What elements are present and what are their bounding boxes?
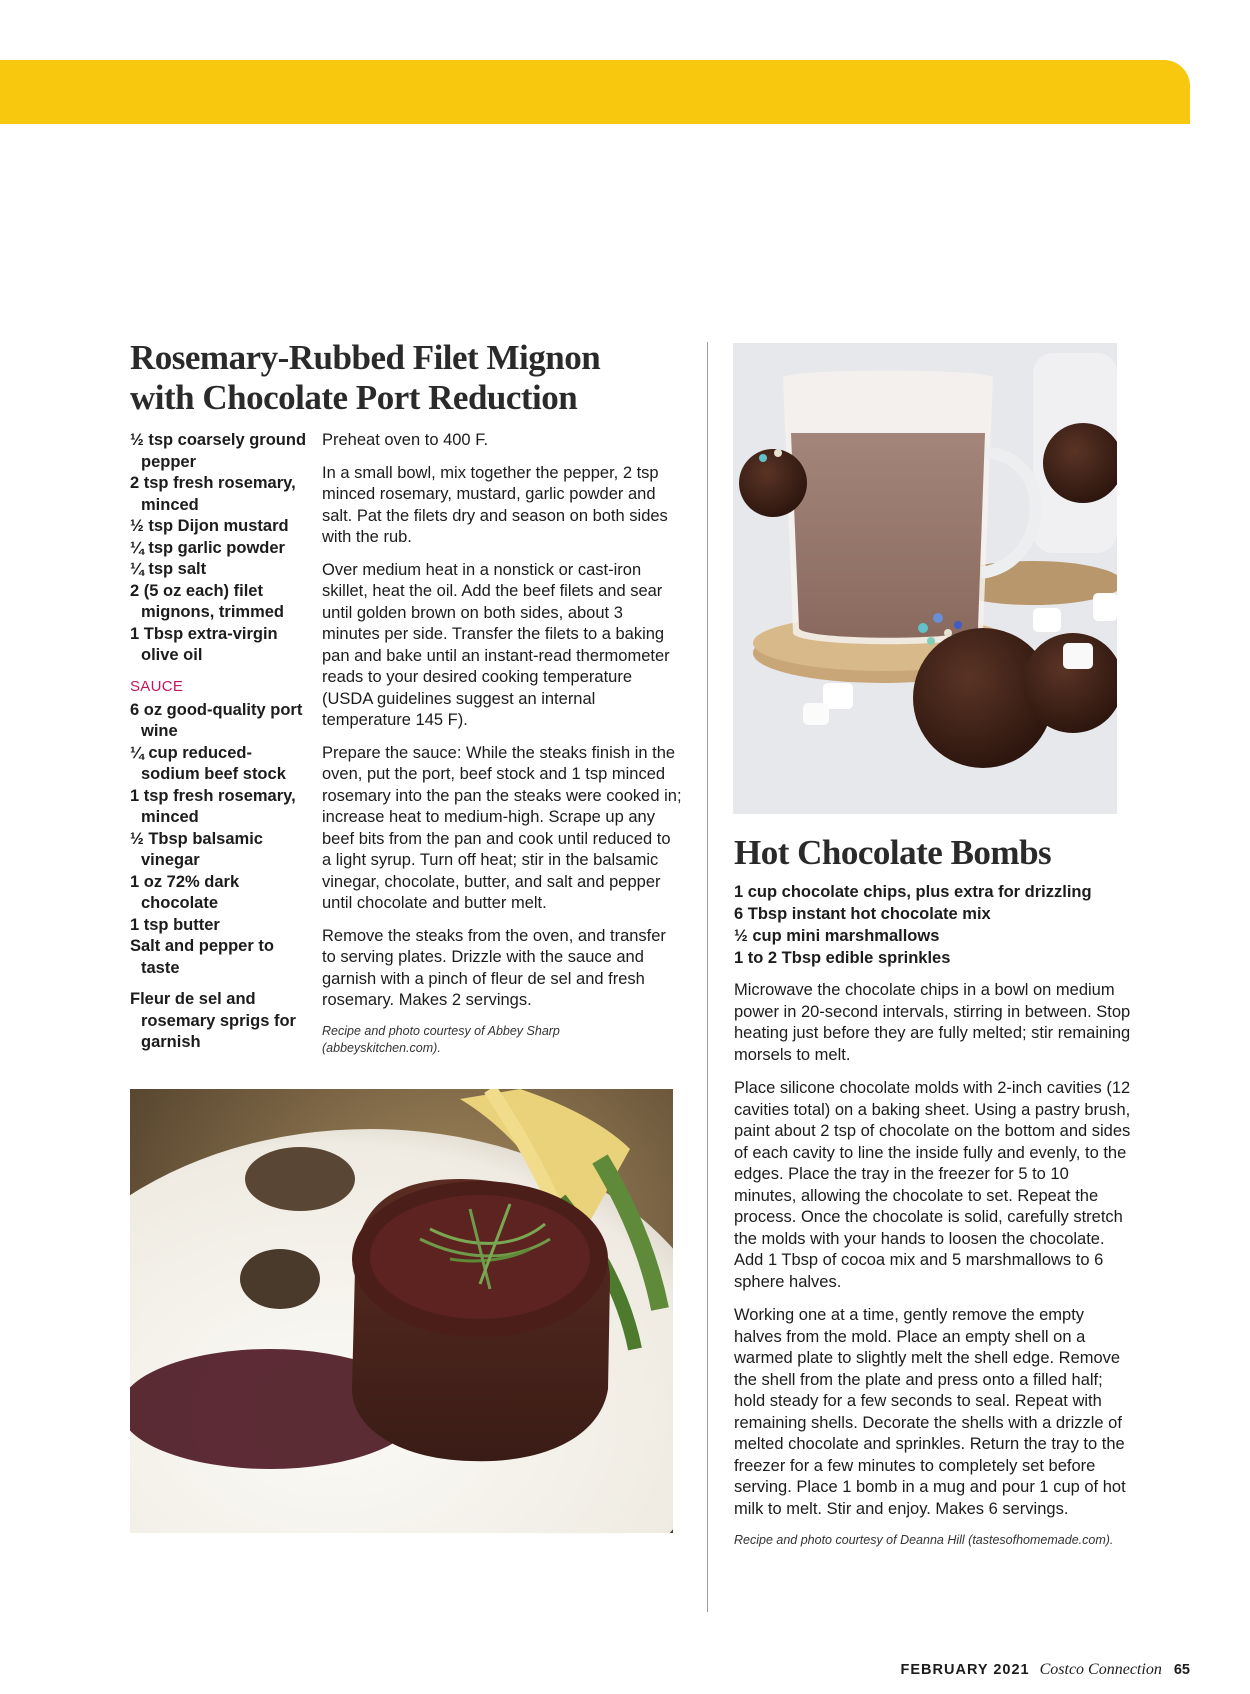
sauce-ingredient-item: ¼ cup reduced-sodium beef stock: [130, 743, 286, 783]
hot-chocolate-illustration: [733, 343, 1117, 814]
filet-recipe-title: [130, 338, 670, 418]
ingredient-item: 1 cup chocolate chips, plus extra for drizzling: [734, 883, 1092, 901]
sauce-ingredient-item: 6 oz good-quality port wine: [130, 700, 303, 740]
magazine-name: Costco Connection: [1039, 1661, 1162, 1678]
direction-step: Working one at a time, gently remove the empty halves from the mold. Place an empty shell on a warmed plate to slightly melt the shell edge. Remove the shell from the plate and press onto a filled half; hold steady for a few seconds to seal. Repeat with remaining shells. Decorate the shells with a drizzle of melted chocolate and sprinkles. Return the tray to the freezer for a few minutes to completely set before serving. Place 1 bomb in a mug and pour 1 cup of hot milk to melt. Stir and enjoy. Makes 6 servings.: [734, 1306, 1126, 1518]
sauce-ingredient-item: ½ Tbsp balsamic vinegar: [130, 829, 263, 869]
ingredient-item: 1 Tbsp extra-virgin olive oil: [130, 624, 278, 664]
page-number: 65: [1173, 1662, 1190, 1678]
ingredient-item: 6 Tbsp instant hot chocolate mix: [734, 905, 991, 923]
ingredient-item: 2 (5 oz each) filet mignons, trimmed: [130, 581, 285, 621]
sauce-ingredient-item: 1 oz 72% dark chocolate: [130, 872, 240, 912]
bombs-directions: [734, 980, 1134, 1549]
yellow-header-band: [0, 60, 1190, 124]
bombs-recipe-title: Hot Chocolate Bombs: [734, 833, 1052, 872]
direction-step: Prepare the sauce: While the steaks finish in the oven, put the port, beef stock and 1 tsp minced rosemary into the pan the steaks were cooked in; increase heat to medium-high. Scrape up any beef bits from the pan and cook until reduced to a light syrup. Turn off heat; stir in the balsamic vinegar, chocolate, butter, and salt and pepper until chocolate and butter melt.: [322, 743, 682, 912]
page-footer: [901, 1661, 1190, 1679]
filet-title-line1: Rosemary-Rubbed Filet Mignon: [130, 338, 601, 377]
direction-step: Microwave the chocolate chips in a bowl on medium power in 20-second intervals, stirring in between. Stop heating just before they are fully melted; stir remaining morsels to melt.: [734, 981, 1131, 1064]
sauce-ingredient-item: Salt and pepper to taste: [130, 937, 274, 977]
direction-step: In a small bowl, mix together the pepper, 2 tsp minced rosemary, mustard, garlic powder and salt. Pat the filets dry and season on both sides with the rub.: [322, 463, 668, 546]
direction-step: Preheat oven to 400 F.: [322, 431, 489, 449]
column-divider: [707, 342, 708, 1612]
bombs-photo-credit: Recipe and photo courtesy of Deanna Hill (tastesofhomemade.com).: [734, 1533, 1114, 1547]
ingredient-item: ½ tsp Dijon mustard: [130, 517, 289, 535]
filet-photo-credit: Recipe and photo courtesy of Abbey Sharp (abbeyskitchen.com).: [322, 1023, 560, 1055]
filet-mignon-photo: [130, 1089, 673, 1533]
filet-mignon-illustration: [130, 1089, 673, 1533]
sauce-ingredient-item: 1 tsp butter: [130, 915, 220, 934]
hot-chocolate-bombs-photo: [733, 343, 1117, 814]
ingredient-item: ¼ tsp salt: [130, 560, 207, 578]
ingredient-item: ½ tsp coarsely ground pepper: [130, 431, 307, 471]
bombs-ingredient-list: [734, 881, 1174, 969]
direction-step: Place silicone chocolate molds with 2-inch cavities (12 cavities total) on a baking sheet. Using a pastry brush, paint about 2 tsp of chocolate on the bottom and sides of each cavity to line the inside fully and evenly, to the edges. Place the tray in the freezer for 5 to 10 minutes, allowing the chocolate to set. Repeat the process. Once the chocolate is solid, carefully stretch the molds with your hands to loosen the chocolate. Add 1 Tbsp of cocoa mix and 5 marshmallows to 6 sphere halves.: [734, 1079, 1131, 1291]
filet-ingredient-list: [130, 430, 310, 1054]
filet-title-line2: with Chocolate Port Reduction: [130, 378, 578, 417]
ingredient-item: ¼ tsp garlic powder: [130, 538, 285, 557]
ingredient-item: 1 to 2 Tbsp edible sprinkles: [734, 949, 951, 967]
filet-directions: [322, 430, 682, 1057]
ingredient-item: ½ cup mini marshmallows: [734, 927, 940, 945]
direction-step: Over medium heat in a nonstick or cast-iron skillet, heat the oil. Add the beef filets and sear until golden brown on both sides, about 3 minutes per side. Transfer the filets to a baking pan and bake until an instant-read thermometer reads to your desired cooking temperature (USDA guidelines suggest an internal temperature 145 F).: [322, 560, 670, 729]
ingredient-item: 2 tsp fresh rosemary, minced: [130, 474, 296, 514]
direction-step: Remove the steaks from the oven, and transfer to serving plates. Drizzle with the sauce and garnish with a pinch of fleur de sel and fresh rosemary. Makes 2 servings.: [322, 926, 666, 1009]
issue-date: FEBRUARY 2021: [900, 1662, 1030, 1678]
sauce-heading: SAUCE: [130, 677, 184, 695]
sauce-ingredient-item: 1 tsp fresh rosemary, minced: [130, 786, 296, 826]
garnish-item: Fleur de sel and rosemary sprigs for garnish: [130, 990, 296, 1051]
